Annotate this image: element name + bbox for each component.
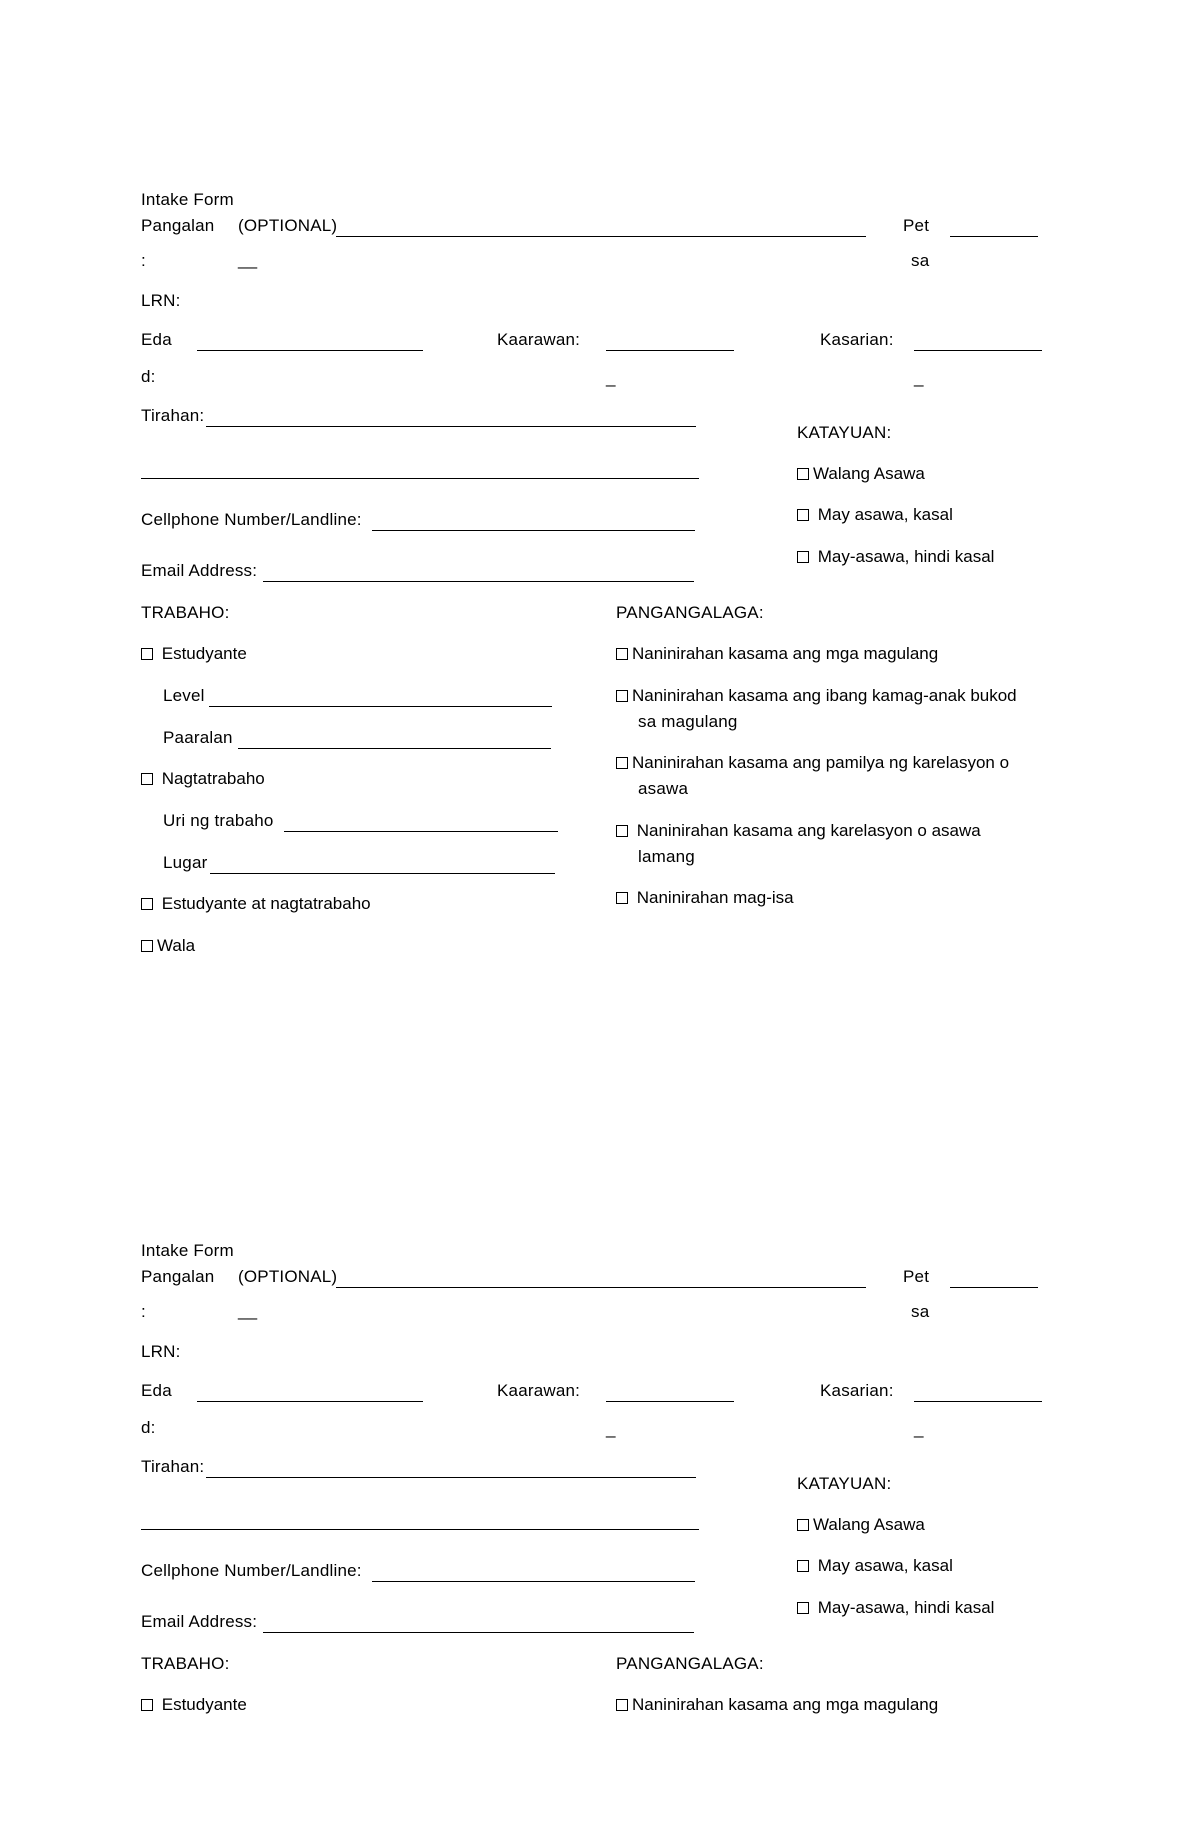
checkbox-icon[interactable] [616,757,628,769]
birthday-field[interactable] [606,350,734,351]
level-label: Level [163,686,205,705]
work-option-student[interactable]: Estudyante [141,1695,247,1715]
level-field[interactable] [209,706,552,707]
sex-label: Kasarian: [820,330,894,349]
checkbox-icon[interactable] [616,825,628,837]
age-label-2: d: [141,1418,156,1437]
work-heading: TRABAHO: [141,1654,230,1673]
optional-note: (OPTIONAL) [238,1267,338,1286]
date-label-2: sa [911,1302,930,1321]
age-field[interactable] [197,350,423,351]
checkbox-icon[interactable] [797,509,809,521]
name-field-tail: __ [238,1301,258,1320]
date-field[interactable] [950,236,1038,237]
lrn-label: LRN: [141,1342,181,1361]
job-type-label: Uri ng trabaho [163,811,274,830]
status-heading: KATAYUAN: [797,423,892,442]
checkbox-icon[interactable] [141,648,153,660]
name-colon: : [141,251,146,270]
checkbox-icon[interactable] [797,551,809,563]
sex-label: Kasarian: [820,1381,894,1400]
checkbox-icon[interactable] [616,1699,628,1711]
checkbox-icon[interactable] [797,1602,809,1614]
name-label: Pangalan [141,216,215,235]
birthday-field-tail: _ [606,1419,616,1438]
work-option-none[interactable]: Wala [141,936,195,956]
name-label: Pangalan [141,1267,215,1286]
checkbox-icon[interactable] [616,892,628,904]
optional-note: (OPTIONAL) [238,216,338,235]
age-label-1: Eda [141,1381,172,1400]
status-option[interactable]: Walang Asawa [797,464,925,484]
form-title: Intake Form [141,190,234,209]
date-label-2: sa [911,251,930,270]
checkbox-icon[interactable] [141,940,153,952]
work-heading: TRABAHO: [141,603,230,622]
status-option[interactable]: May asawa, kasal [797,505,953,525]
school-field[interactable] [238,748,551,749]
address-field-line-1[interactable] [206,1477,696,1478]
name-field[interactable] [336,236,866,237]
status-option[interactable]: May-asawa, hindi kasal [797,547,994,567]
care-option-cont: lamang [638,847,695,866]
birthday-field[interactable] [606,1401,734,1402]
care-option[interactable]: Naninirahan kasama ang karelasyon o asawa [616,821,981,841]
age-label-2: d: [141,367,156,386]
name-field[interactable] [336,1287,866,1288]
sex-field-tail: _ [914,368,924,387]
email-field[interactable] [263,581,694,582]
email-field[interactable] [263,1632,694,1633]
address-field-line-1[interactable] [206,426,696,427]
care-option[interactable]: Naninirahan mag-isa [616,888,794,908]
job-type-field[interactable] [284,831,558,832]
name-colon: : [141,1302,146,1321]
form-title: Intake Form [141,1241,234,1260]
birthday-label: Kaarawan: [497,330,581,349]
birthday-field-tail: _ [606,368,616,387]
date-label-1: Pet [903,216,930,235]
name-field-tail: __ [238,250,258,269]
sex-field-tail: _ [914,1419,924,1438]
care-option[interactable]: Naninirahan kasama ang ibang kamag-anak bukod [616,686,1017,706]
job-place-field[interactable] [210,873,555,874]
address-label: Tirahan: [141,406,205,425]
date-label-1: Pet [903,1267,930,1286]
status-option[interactable]: May-asawa, hindi kasal [797,1598,994,1618]
checkbox-icon[interactable] [797,1519,809,1531]
age-field[interactable] [197,1401,423,1402]
checkbox-icon[interactable] [797,468,809,480]
lrn-label: LRN: [141,291,181,310]
age-label-1: Eda [141,330,172,349]
care-option-cont: asawa [638,779,689,798]
checkbox-icon[interactable] [141,773,153,785]
care-heading: PANGANGALAGA: [616,1654,764,1673]
work-option-both[interactable]: Estudyante at nagtatrabaho [141,894,371,914]
work-option-employed[interactable]: Nagtatrabaho [141,769,265,789]
phone-field[interactable] [372,530,695,531]
checkbox-icon[interactable] [616,648,628,660]
checkbox-icon[interactable] [141,898,153,910]
email-label: Email Address: [141,561,258,580]
work-option-student[interactable]: Estudyante [141,644,247,664]
checkbox-icon[interactable] [616,690,628,702]
address-label: Tirahan: [141,1457,205,1476]
care-heading: PANGANGALAGA: [616,603,764,622]
status-option[interactable]: May asawa, kasal [797,1556,953,1576]
phone-label: Cellphone Number/Landline: [141,1561,362,1580]
school-label: Paaralan [163,728,233,747]
checkbox-icon[interactable] [141,1699,153,1711]
sex-field[interactable] [914,350,1042,351]
phone-label: Cellphone Number/Landline: [141,510,362,529]
care-option[interactable]: Naninirahan kasama ang mga magulang [616,644,938,664]
job-place-label: Lugar [163,853,208,872]
care-option-cont: sa magulang [638,712,738,731]
intake-form-2 [0,1051,1200,1835]
phone-field[interactable] [372,1581,695,1582]
date-field[interactable] [950,1287,1038,1288]
status-option[interactable]: Walang Asawa [797,1515,925,1535]
care-option[interactable]: Naninirahan kasama ang pamilya ng karelasyon o [616,753,1009,773]
birthday-label: Kaarawan: [497,1381,581,1400]
sex-field[interactable] [914,1401,1042,1402]
address-field-line-2[interactable] [141,1529,699,1530]
status-heading: KATAYUAN: [797,1474,892,1493]
care-option[interactable]: Naninirahan kasama ang mga magulang [616,1695,938,1715]
email-label: Email Address: [141,1612,258,1631]
address-field-line-2[interactable] [141,478,699,479]
checkbox-icon[interactable] [797,1560,809,1572]
